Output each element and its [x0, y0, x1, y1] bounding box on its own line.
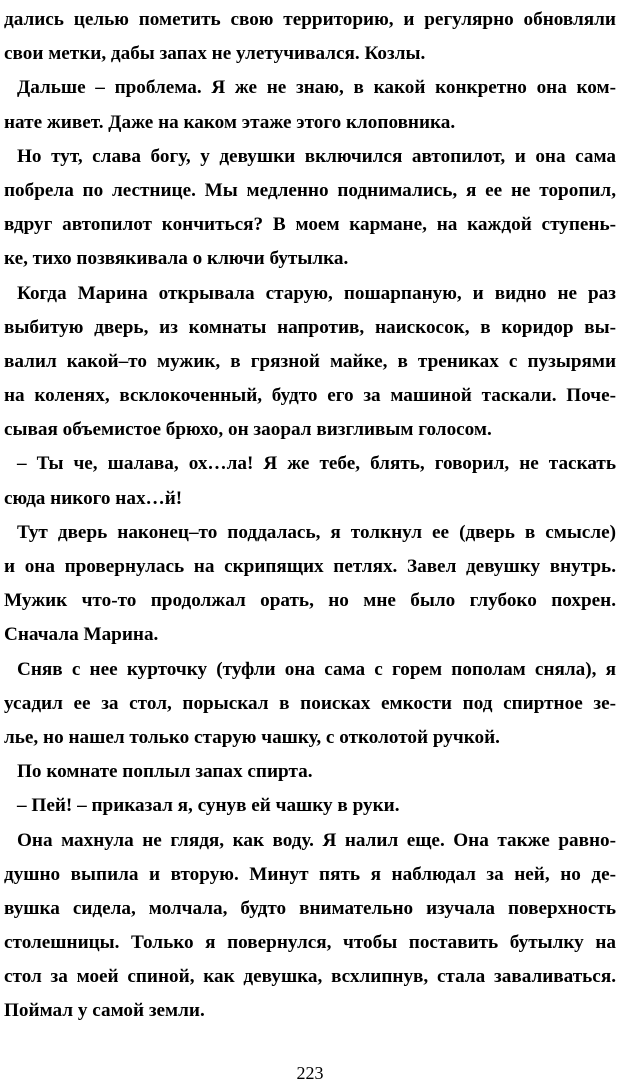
text-line: нате живет. Даже на каком этаже этого клоповника. — [4, 111, 456, 133]
text-line: Мужик что-то продолжал орать, но мне было глубоко похрен. — [4, 590, 616, 612]
text-line: столешницы. Только я повернулся, чтобы поставить бутылку на — [4, 932, 616, 954]
text-line: Тут дверь наконец–то поддалась, я толкнул ее (дверь в смысле) — [17, 521, 616, 543]
text-line: дались целью пометить свою территорию, и регулярно обновляли — [4, 9, 616, 30]
text-line: побрела по лестнице. Мы медленно поднимались, я ее не торопил, — [4, 179, 616, 201]
text-line: Она махнула не глядя, как воду. Я налил еще. Она также равно- — [17, 829, 616, 851]
text-line: душно выпила и вторую. Минут пять я наблюдал за ней, но де- — [4, 863, 616, 885]
text-line: стол за моей спиной, как девушка, всхлипнув, стала заваливаться. — [4, 966, 616, 988]
text-line: Когда Марина открывала старую, пошарпаную, и видно не раз — [17, 282, 616, 304]
text-line: выбитую дверь, из комнаты напротив, наискосок, в коридор вы- — [4, 316, 616, 338]
text-line: вдруг автопилот кончиться? В моем кармане, на каждой ступень- — [4, 214, 616, 236]
text-line: валил какой–то мужик, в грязной майке, в трениках с пузырями — [4, 350, 616, 372]
text-line: – Ты че, шалава, ох…ла! Я же тебе, блять, говорил, не таскать — [17, 453, 616, 475]
text-line: сюда никого нах…й! — [4, 487, 183, 509]
text-line: Сначала Марина. — [4, 624, 159, 646]
text-line: Дальше – проблема. Я же не знаю, в какой конкретно она ком- — [17, 77, 616, 99]
text-line: усадил ее за стол, порыскал в поисках емкости под спиртное зе- — [4, 692, 616, 714]
text-line: – Пей! – приказал я, сунув ей чашку в руки. — [17, 795, 400, 817]
text-line: на коленях, всклокоченный, будто его за машиной таскали. Поче- — [4, 385, 616, 407]
text-line: свои метки, дабы запах не улетучивался. Козлы. — [4, 43, 426, 65]
body-text — [4, 3, 616, 1029]
page-number: 223 — [296, 1063, 324, 1083]
text-line: По комнате поплыл запах спирта. — [17, 761, 313, 783]
text-line: Но тут, слава богу, у девушки включился автопилот, и она сама — [17, 145, 616, 167]
text-line: ке, тихо позвякивала о ключи бутылка. — [4, 248, 349, 270]
text-line: Поймал у самой земли. — [4, 1000, 205, 1022]
text-line: лье, но нашел только старую чашку, с отколотой ручкой. — [4, 726, 500, 748]
text-line: сывая объемистое брюхо, он заорал визгливым голосом. — [4, 419, 492, 441]
text-line: и она провернулась на скрипящих петлях. Завел девушку внутрь. — [4, 556, 616, 577]
text-line: Сняв с нее курточку (туфли она сама с горем пополам сняла), я — [17, 658, 616, 680]
text-line: вушка сидела, молчала, будто внимательно изучала поверхность — [4, 897, 616, 919]
